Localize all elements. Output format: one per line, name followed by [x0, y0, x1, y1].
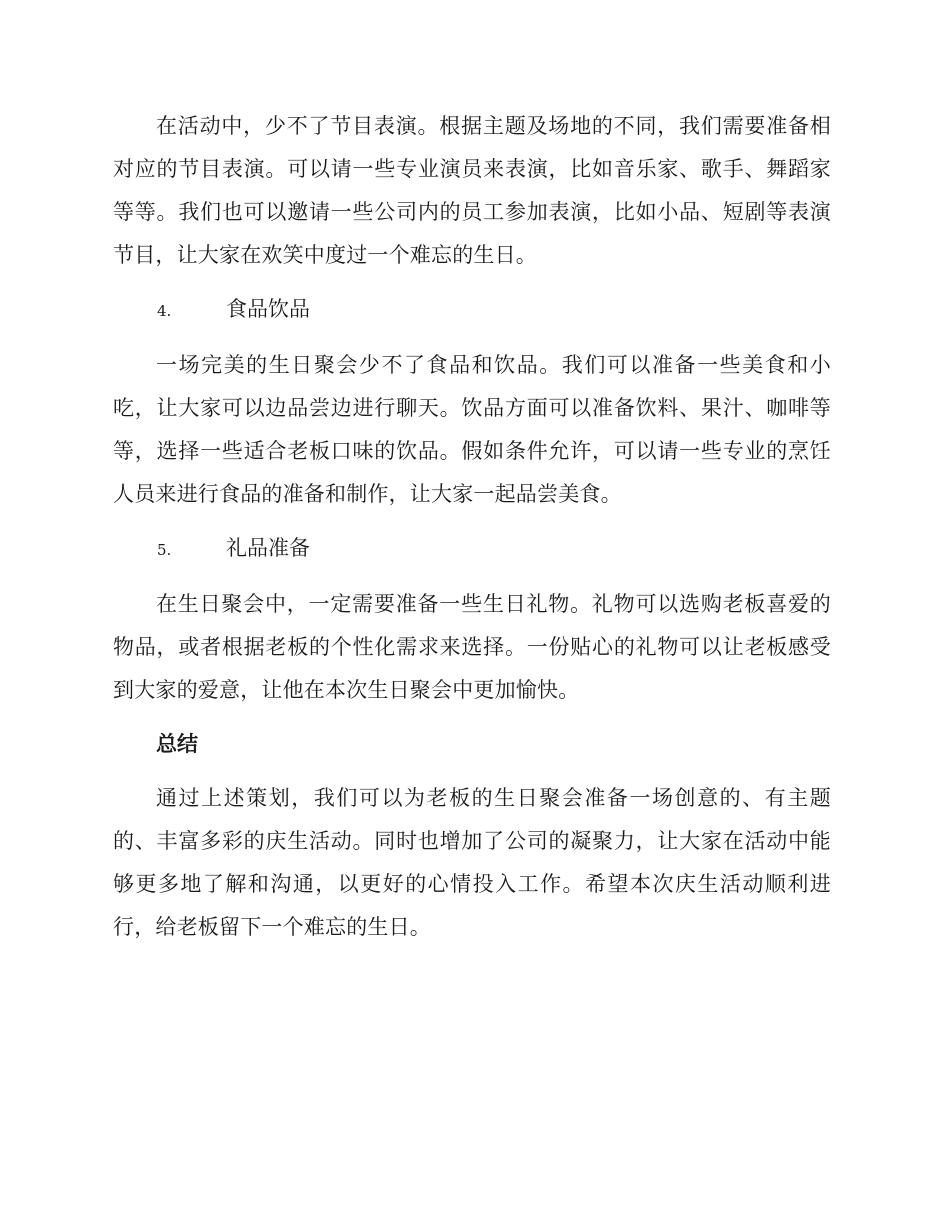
- summary-heading: 总结: [156, 732, 198, 756]
- section-title: 食品饮品: [226, 297, 310, 321]
- paragraph-gift: 在生日聚会中，一定需要准备一些生日礼物。礼物可以选购老板喜爱的物品，或者根据老板的个性化需求来选择。一份贴心的礼物可以让老板感受到大家的爱意，让他在本次生日聚会中更加愉快。: [113, 592, 831, 702]
- section-number: 5.: [157, 541, 172, 559]
- paragraph-performance: 在活动中，少不了节目表演。根据主题及场地的不同，我们需要准备相对应的节目表演。可以请一些专业演员来表演，比如音乐家、歌手、舞蹈家等等。我们也可以邀请一些公司内的员工参加表演，比如小品、短剧等表演节目，让大家在欢笑中度过一个难忘的生日。: [113, 114, 831, 267]
- section-item-food: [113, 288, 831, 333]
- section-number: 4.: [157, 302, 172, 320]
- document-page: [113, 105, 831, 949]
- section-title: 礼品准备: [226, 536, 310, 560]
- paragraph-summary: 通过上述策划，我们可以为老板的生日聚会准备一场创意的、有主题的、丰富多彩的庆生活动。同时也增加了公司的凝聚力，让大家在活动中能够更多地了解和沟通，以更好的心情投入工作。希望本次庆生活动顺利进行，给老板留下一个难忘的生日。: [113, 786, 831, 939]
- paragraph-food: 一场完美的生日聚会少不了食品和饮品。我们可以准备一些美食和小吃，让大家可以边品尝边进行聊天。饮品方面可以准备饮料、果汁、咖啡等等，选择一些适合老板口味的饮品。假如条件允许，可以请一些专业的烹饪人员来进行食品的准备和制作，让大家一起品尝美食。: [113, 353, 831, 506]
- section-item-gift: [113, 527, 831, 572]
